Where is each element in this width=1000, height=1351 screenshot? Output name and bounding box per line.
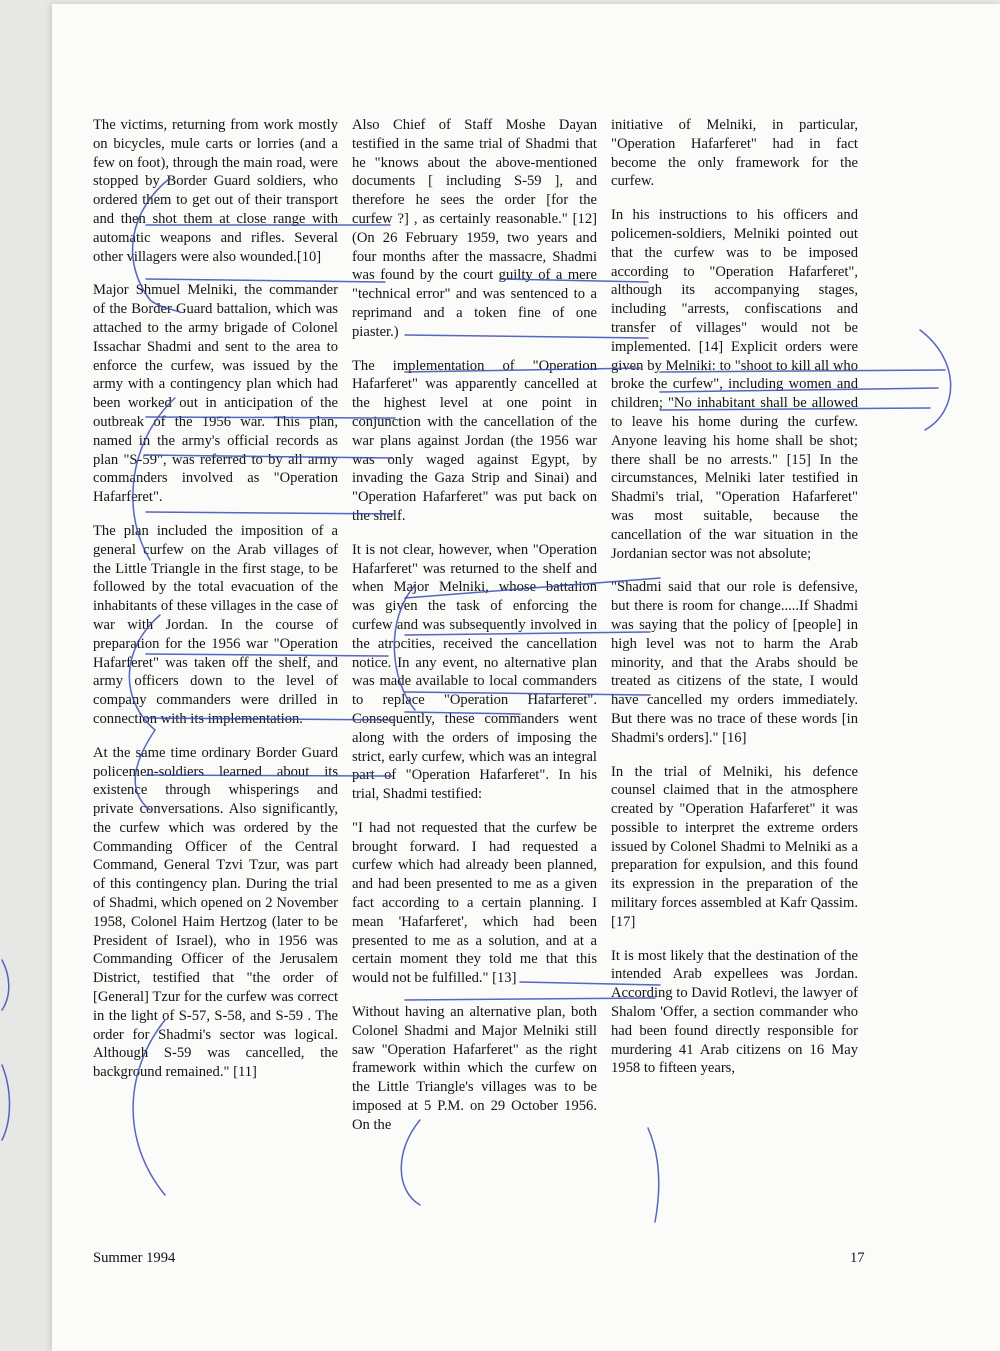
paragraph: The victims, returning from work mostly on bicycles, mule carts or lorries (and a few on foot), through the main road, were stopped by Border Guard soldiers, who ordered them to get out of their transport and then shot them at close range with automatic weapons and rifles. Several other villagers were also wounded.[10] [93,117,338,265]
text-column-2 [352,116,597,1150]
edge-mark [2,960,9,1010]
text-column-1 [93,116,338,1097]
footer-issue: Summer 1994 [93,1250,176,1266]
page-number: 17 [850,1250,865,1266]
paragraph: Also Chief of Staff Moshe Dayan testified in the same trial of Shadmi that he "knows about the above-mentioned documents [ including S-59 ], and therefore he sees the order [for the curfew ?] , as certainly reasonable." [12] (On 26 February 1959, two years and four months after the massacre, Shadmi was found by the court guilty of a mere "technical error" and was sentenced to a reprimand and a token fine of one piaster.) [352,117,597,340]
paragraph: It is not clear, however, when "Operation Hafarferet" was returned to the shelf and when Major Melniki, whose battalion was given the task of enforcing the curfew and was subsequently involved in the atrocities, received the cancellation notice. In any event, no alternative plan was made available to local commanders to replace "Operation Hafarferet". Consequently, these commanders went along with the orders of imposing the strict, early curfew, which was an integral part of "Operation Hafarferet". In his trial, Shadmi testified: [352,541,597,803]
paragraph: initiative of Melniki, in particular, "Operation Hafarferet" had in fact become the only framework for the curfew. [611,117,858,190]
paragraph: At the same time ordinary Border Guard policemen-soldiers learned about its existence through whisperings and private conversations. Also significantly, the curfew which was ordered by the Commanding Officer of the Central Command, General Tzvi Tzur, was part of this contingency plan. During the trial of Shadmi, which opened on 2 November 1958, Colonel Haim Hertzog (later to be President of Israel), who in 1956 was Commanding Officer of the Jerusalem District, testified that "the order of [General] Tzur for the curfew was correct in the light of S-57, S-58, and S-59 . The order for Shadmi's sector was logical. Although S-59 was cancelled, the background remained." [11] [93,744,338,1081]
edge-mark [2,1065,10,1140]
paragraph: The plan included the imposition of a general curfew on the Arab villages of the Little Triangle in the first stage, to be followed by the total evacuation of the inhabitants of these villages in the case of war with Jordan. In the course of preparation for the 1956 war "Operation Hafarferet" was taken off the shelf, and army officers down to the level of company commanders were drilled in connection with its implementation. [93,522,338,727]
paragraph: It is most likely that the destination of the intended Arab expellees was Jordan. According to David Rotlevi, the lawyer of Shalom 'Offer, a section commander who had been found directly responsible for murdering 41 Arab citizens on 16 May 1958 to fifteen years, [611,947,858,1077]
paragraph: The implementation of "Operation Hafarferet" was apparently cancelled at the highest level at one point in conjunction with the cancellation of the war plans against Jordan (the 1956 war was only waged against Egypt, by invading the Gaza Strip and Sinai) and "Operation Hafarferet" was put back on the shelf. [352,357,597,524]
text-column-3 [611,116,858,1093]
paragraph: "Shadmi said that our role is defensive, but there is room for change.....If Shadmi was saying that the policy of [people] in high level was not to harm the Arab minority, and that the Arabs should be treated as citizens of the state, I would have cancelled my orders immediately. But there was no trace of these words [in Shadmi's orders]." [16] [611,579,858,746]
paragraph: In the trial of Melniki, his defence counsel claimed that in the atmosphere created by "Operation Hafarferet" it was possible to interpret the extreme orders issued by Colonel Shadmi to Melniki as a preparation for expulsion, and this found its expression in the preparation of the military forces assembled at Kafr Qassim. [17] [611,763,858,930]
paragraph: In his instructions to his officers and policemen-soldiers, Melniki pointed out that the curfew was to be imposed according to "Operation Hafarferet", although its accompanying stages, including "arrests, confiscations and transfer of villages" would not be implemented. [14] Explicit orders were given by Melniki: to "shoot to kill all who broke the curfew", including women and children; "No inhabitant shall be allowed to leave his home during the curfew. Anyone leaving his home shall be shot; there shall be no arrests." [15] In the circumstances, Melniki later testified in Shadmi's trial, "Operation Hafarferet" was most suitable, because the cancellation of the war situation in the Jordanian sector was not absolute; [611,207,858,562]
paragraph: Major Shmuel Melniki, the commander of the Border Guard battalion, which was attached to the army brigade of Colonel Issachar Shadmi and sent to the area to enforce the curfew, was issued by the army with a contingency plan which had been worked out in anticipation of the outbreak of the 1956 war. This plan, named in the army's official records as plan "S-59", was referred to by all army commanders involved as "Operation Hafarferet". [93,282,338,506]
paragraph: "I had not requested that the curfew be brought forward. I had requested a curfew which had already been planned, and had been presented to me as a given fact according to a certain planning. I mean 'Hafarferet', which had been presented to me as a solution, and at a certain moment they told me that this would not be fulfilled." [13] [352,819,597,987]
paragraph: Without having an alternative plan, both Colonel Shadmi and Major Melniki still saw "Operation Hafarferet" as the right framework within which the curfew on the Little Triangle's villages was to be imposed at 5 P.M. on 29 October 1956. On the [352,1004,597,1133]
